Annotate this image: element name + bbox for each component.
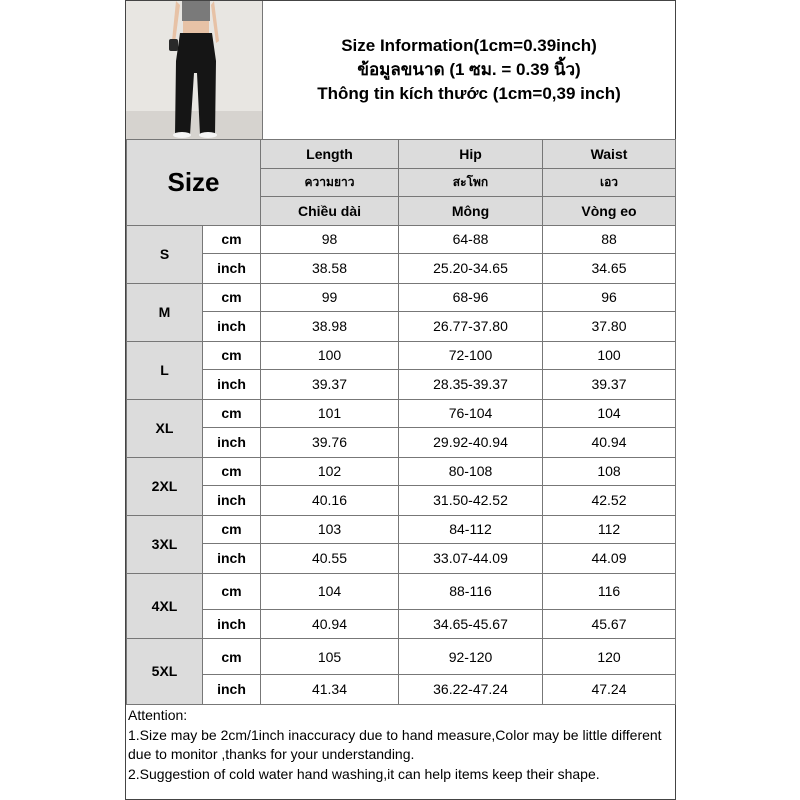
size-label: 5XL (127, 639, 203, 705)
inch-value: 29.92-40.94 (399, 428, 543, 458)
cm-value: 108 (543, 457, 676, 486)
table-row (127, 544, 676, 574)
note-1: 1.Size may be 2cm/1inch inaccuracy due to hand measure,Color may be little different due to monitor ,thanks for your understanding. (128, 726, 666, 762)
unit-cm: cm (203, 283, 261, 312)
table-row (127, 312, 676, 342)
inch-value: 39.76 (261, 428, 399, 458)
inch-value: 41.34 (261, 675, 399, 705)
inch-value: 26.77-37.80 (399, 312, 543, 342)
cm-value: 64-88 (399, 225, 543, 254)
inch-value: 34.65 (543, 254, 676, 284)
title-vietnamese: Thông tin kích thước (1cm=0,39 inch) (317, 84, 621, 103)
col-header-waist-vi: Vòng eo (543, 197, 676, 226)
inch-value: 39.37 (543, 370, 676, 400)
size-label: 4XL (127, 573, 203, 639)
cm-value: 105 (261, 639, 399, 675)
size-table (126, 139, 676, 705)
inch-value: 34.65-45.67 (399, 609, 543, 639)
title-thai: ข้อมูลขนาด (1 ซม. = 0.39 นิ้ว) (357, 60, 581, 79)
unit-inch: inch (203, 609, 261, 639)
cm-value: 99 (261, 283, 399, 312)
header-row-english (127, 140, 676, 169)
inch-value: 40.94 (543, 428, 676, 458)
inch-value: 45.67 (543, 609, 676, 639)
inch-value: 40.16 (261, 486, 399, 516)
table-row (127, 399, 676, 428)
unit-inch: inch (203, 544, 261, 574)
cm-value: 92-120 (399, 639, 543, 675)
size-header: Size (127, 140, 261, 226)
inch-value: 47.24 (543, 675, 676, 705)
cm-value: 116 (543, 573, 676, 609)
table-row (127, 675, 676, 705)
notes-heading: Attention: (128, 707, 188, 723)
inch-value: 37.80 (543, 312, 676, 342)
cm-value: 101 (261, 399, 399, 428)
cm-value: 100 (261, 341, 399, 370)
unit-cm: cm (203, 457, 261, 486)
table-row (127, 428, 676, 458)
inch-value: 31.50-42.52 (399, 486, 543, 516)
col-header-hip-thai: สะโพก (399, 168, 543, 197)
table-row (127, 515, 676, 544)
table-row (127, 609, 676, 639)
inch-value: 44.09 (543, 544, 676, 574)
col-header-waist-thai: เอว (543, 168, 676, 197)
col-header-length-vi: Chiều dài (261, 197, 399, 226)
table-row (127, 486, 676, 516)
unit-cm: cm (203, 639, 261, 675)
cm-value: 80-108 (399, 457, 543, 486)
table-row (127, 254, 676, 284)
inch-value: 33.07-44.09 (399, 544, 543, 574)
inch-value: 42.52 (543, 486, 676, 516)
col-header-waist: Waist (543, 140, 676, 169)
table-row (127, 341, 676, 370)
cm-value: 68-96 (399, 283, 543, 312)
cm-value: 100 (543, 341, 676, 370)
unit-inch: inch (203, 254, 261, 284)
cm-value: 103 (261, 515, 399, 544)
size-label: L (127, 341, 203, 399)
unit-inch: inch (203, 312, 261, 342)
cm-value: 88 (543, 225, 676, 254)
unit-cm: cm (203, 341, 261, 370)
unit-cm: cm (203, 573, 261, 609)
inch-value: 39.37 (261, 370, 399, 400)
col-header-hip: Hip (399, 140, 543, 169)
inch-value: 40.94 (261, 609, 399, 639)
table-row (127, 573, 676, 609)
unit-inch: inch (203, 428, 261, 458)
inch-value: 25.20-34.65 (399, 254, 543, 284)
unit-inch: inch (203, 486, 261, 516)
cm-value: 104 (261, 573, 399, 609)
unit-cm: cm (203, 225, 261, 254)
col-header-length-thai: ความยาว (261, 168, 399, 197)
size-info-title (263, 1, 675, 139)
size-label: S (127, 225, 203, 283)
inch-value: 40.55 (261, 544, 399, 574)
unit-cm: cm (203, 399, 261, 428)
attention-notes (126, 704, 675, 799)
title-english: Size Information(1cm=0.39inch) (341, 36, 597, 55)
note-2: 2.Suggestion of cold water hand washing,it can help items keep their shape. (128, 765, 600, 782)
size-label: XL (127, 399, 203, 457)
cm-value: 102 (261, 457, 399, 486)
inch-value: 28.35-39.37 (399, 370, 543, 400)
unit-cm: cm (203, 515, 261, 544)
table-row (127, 225, 676, 254)
size-label: 2XL (127, 457, 203, 515)
col-header-hip-vi: Mông (399, 197, 543, 226)
cm-value: 88-116 (399, 573, 543, 609)
table-row (127, 283, 676, 312)
size-label: 3XL (127, 515, 203, 573)
col-header-length: Length (261, 140, 399, 169)
cm-value: 72-100 (399, 341, 543, 370)
unit-inch: inch (203, 675, 261, 705)
cm-value: 112 (543, 515, 676, 544)
size-chart-sheet (125, 0, 676, 800)
size-label: M (127, 283, 203, 341)
product-photo (126, 1, 263, 140)
inch-value: 38.98 (261, 312, 399, 342)
cm-value: 120 (543, 639, 676, 675)
cm-value: 96 (543, 283, 676, 312)
cm-value: 84-112 (399, 515, 543, 544)
table-row (127, 370, 676, 400)
cm-value: 76-104 (399, 399, 543, 428)
inch-value: 36.22-47.24 (399, 675, 543, 705)
cm-value: 104 (543, 399, 676, 428)
unit-inch: inch (203, 370, 261, 400)
table-row (127, 457, 676, 486)
cm-value: 98 (261, 225, 399, 254)
model-in-wide-leg-pants-image (126, 1, 262, 139)
table-row (127, 639, 676, 675)
inch-value: 38.58 (261, 254, 399, 284)
